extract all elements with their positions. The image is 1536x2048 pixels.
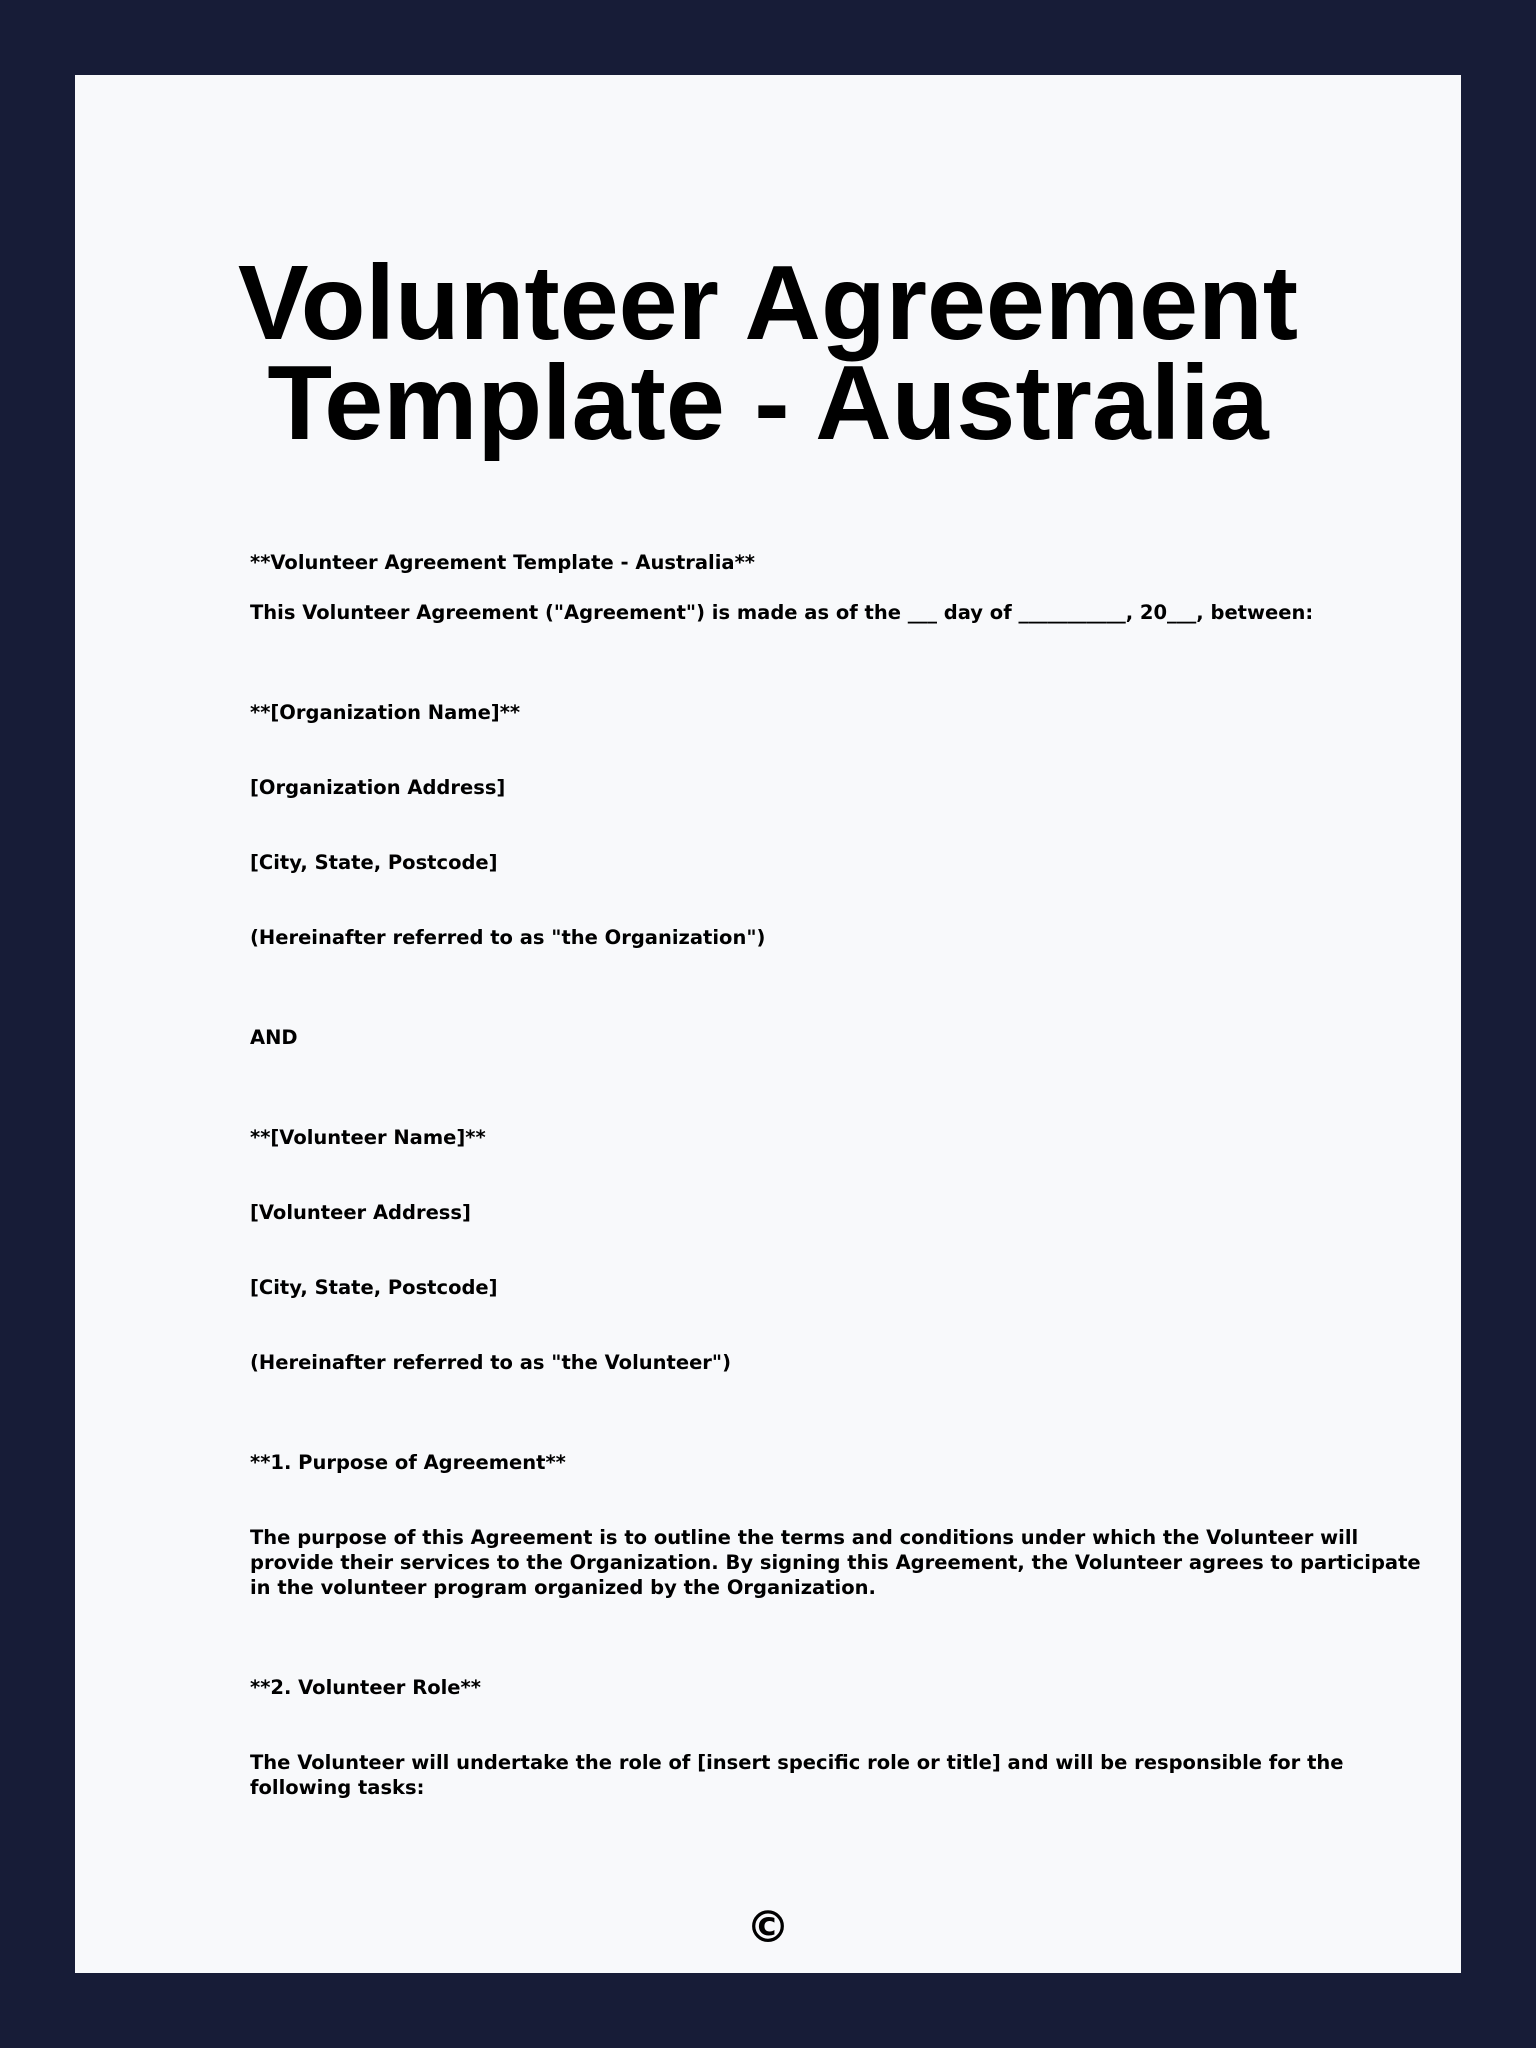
page-title — [0, 244, 1536, 462]
copyright-icon: © — [746, 1902, 790, 1953]
section-1-body — [250, 1525, 1421, 1600]
section-2-line: The Volunteer will undertake the role of [insert specific role or title] and will be responsible for the — [250, 1751, 1344, 1774]
organization-name: **[Organization Name]** — [250, 701, 521, 724]
organization-reference: (Hereinafter referred to as "the Organization") — [250, 926, 766, 949]
organization-city: [City, State, Postcode] — [250, 851, 498, 874]
section-1-heading: **1. Purpose of Agreement** — [250, 1451, 566, 1474]
section-1-line: provide their services to the Organization. By signing this Agreement, the Volunteer agrees to participate — [250, 1551, 1421, 1574]
section-2-line: following tasks: — [250, 1776, 425, 1799]
title-line-1: Volunteer Agreement — [237, 244, 1299, 362]
volunteer-reference: (Hereinafter referred to as "the Volunteer") — [250, 1351, 731, 1374]
and-separator: AND — [250, 1026, 298, 1049]
section-1-line: in the volunteer program organized by the Organization. — [250, 1576, 876, 1599]
section-1-line: The purpose of this Agreement is to outline the terms and conditions under which the Volunteer will — [250, 1526, 1359, 1549]
section-2-heading: **2. Volunteer Role** — [250, 1676, 481, 1699]
intro-paragraph: This Volunteer Agreement ("Agreement") is made as of the ___ day of ___________, 20___, between: — [250, 601, 1314, 624]
organization-address: [Organization Address] — [250, 776, 506, 799]
document-heading: **Volunteer Agreement Template - Australia** — [250, 551, 755, 574]
volunteer-name: **[Volunteer Name]** — [250, 1126, 486, 1149]
section-2-body — [250, 1750, 1344, 1800]
volunteer-address: [Volunteer Address] — [250, 1201, 471, 1224]
volunteer-city: [City, State, Postcode] — [250, 1276, 498, 1299]
title-line-2: Template - Australia — [267, 344, 1269, 462]
